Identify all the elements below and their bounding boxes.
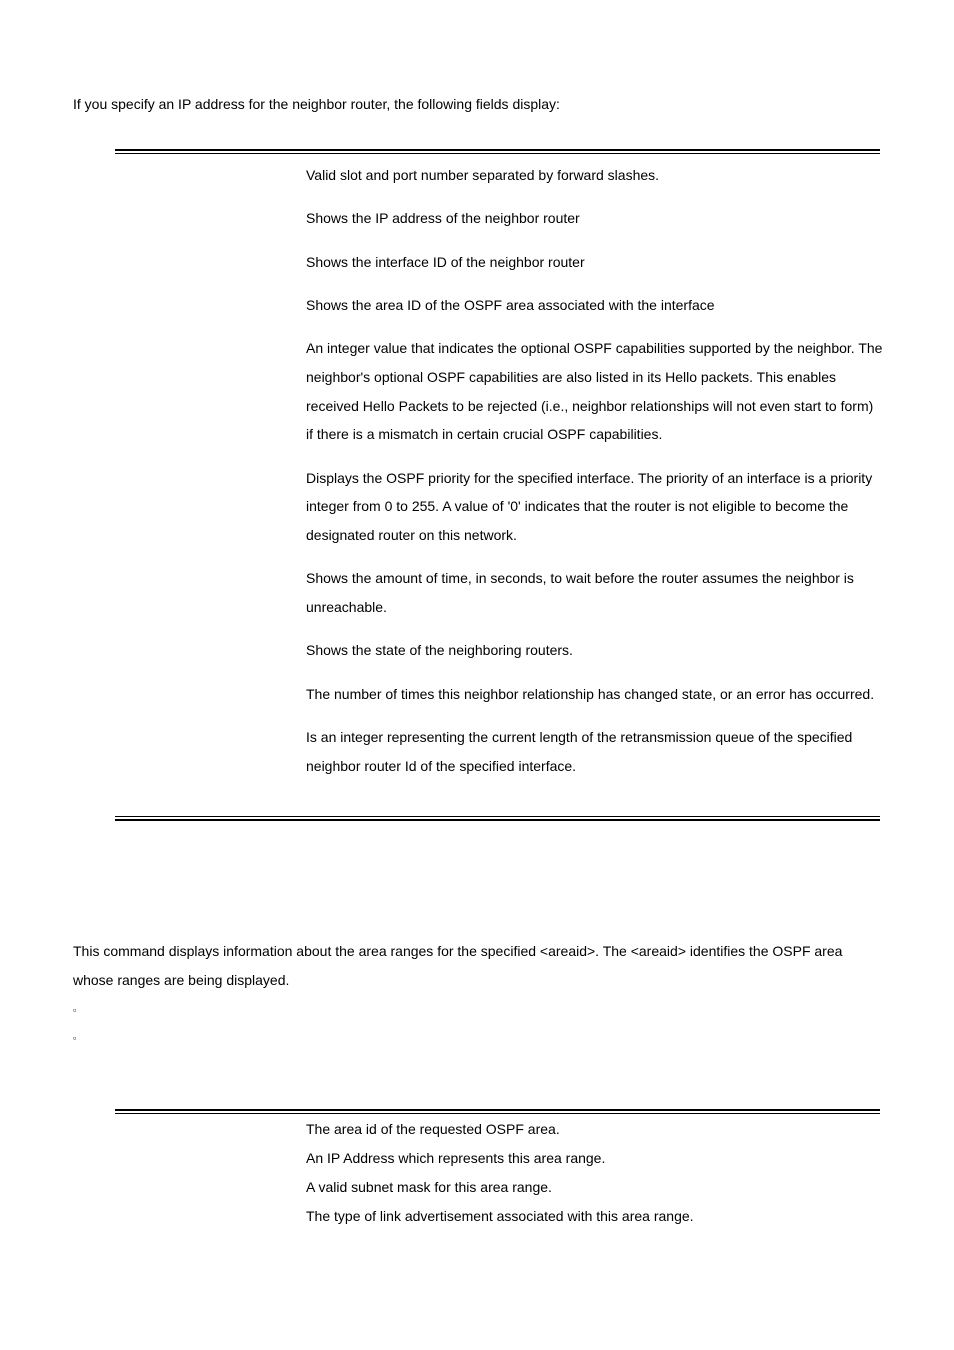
field-description: Shows the area ID of the OSPF area associated with the interface: [306, 296, 715, 313]
bullet-marker: ▫: [73, 1033, 77, 1043]
field-description: Shows the state of the neighboring routers.: [306, 642, 573, 659]
field-description: Valid slot and port number separated by forward slashes.: [306, 167, 660, 183]
field-description: A valid subnet mask for this area range.: [306, 1179, 552, 1195]
field-description: An integer value that indicates the optional OSPF capabilities supported by the neighbor. The neighbor's optional OSPF capabilities are also listed in its Hello packets. This enables received Hello Packets to be rejected (i.e., neighbor relationships will not even start to form) if there is a mismatch in certain crucial OSPF capabilities.: [306, 340, 883, 443]
field-description: Shows the IP address of the neighbor router: [306, 210, 580, 227]
range-fields-list: [306, 1115, 884, 1231]
intro-paragraph: If you specify an IP address for the neighbor router, the following fields display:: [73, 96, 560, 112]
field-description: Is an integer representing the current length of the retransmission queue of the specified neighbor router Id of the specified interface.: [306, 728, 853, 774]
table-top-rule: [115, 149, 880, 154]
table-bottom-rule: [115, 816, 880, 821]
bullet-marker: ▫: [73, 1005, 77, 1015]
neighbor-fields-list: [306, 161, 884, 795]
field-description: Shows the interface ID of the neighbor router: [306, 253, 585, 270]
field-description: The type of link advertisement associated with this area range.: [306, 1208, 694, 1224]
field-description: An IP Address which represents this area range.: [306, 1150, 606, 1166]
field-description: The area id of the requested OSPF area.: [306, 1121, 560, 1137]
table-top-rule: [115, 1109, 880, 1114]
field-description: The number of times this neighbor relationship has changed state, or an error has occurred.: [306, 685, 875, 702]
field-description: Shows the amount of time, in seconds, to wait before the router assumes the neighbor is unreachable.: [306, 570, 854, 615]
field-description: Displays the OSPF priority for the specified interface. The priority of an interface is a priority integer from 0 to 255. A value of '0' indicates that the router is not eligible to become the designated router on this network.: [306, 469, 873, 543]
range-intro-paragraph: This command displays information about the area ranges for the specified <areaid>. The <areaid> identifies the OSPF area whose ranges are being displayed.: [73, 943, 843, 988]
